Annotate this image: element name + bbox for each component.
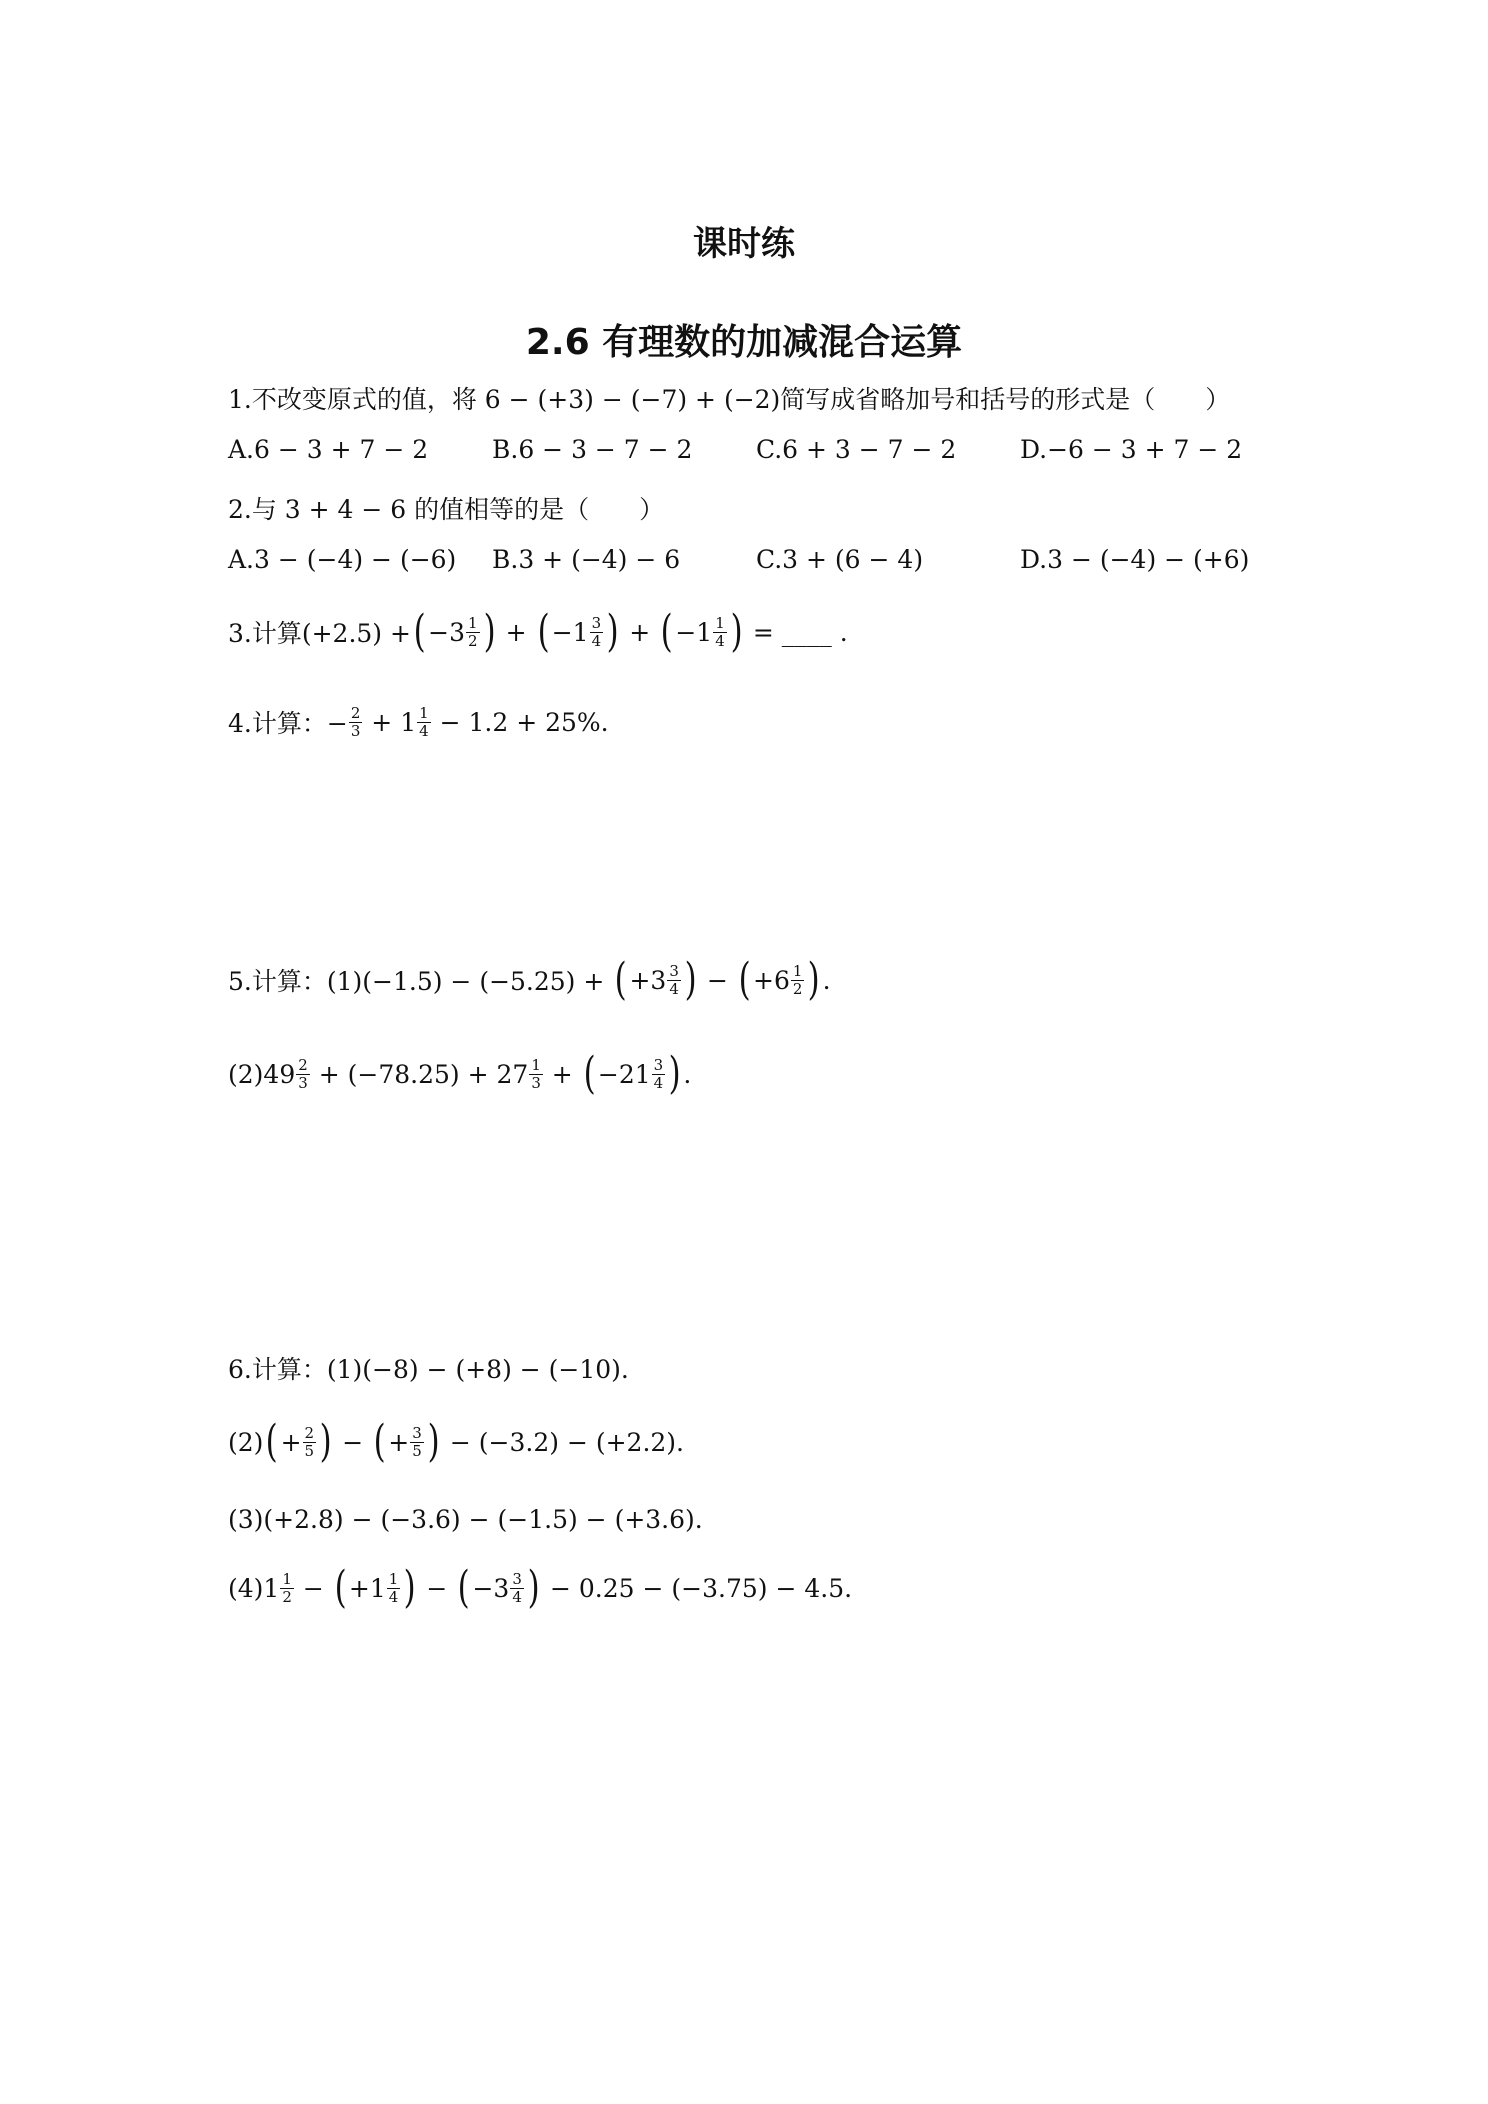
paren-close: ) — [319, 1416, 332, 1467]
q6-part4 — [228, 1562, 853, 1613]
paren-close: ) — [483, 606, 496, 657]
q5-p2-fraction-1 — [296, 1057, 310, 1092]
q6-part: − — [418, 1573, 456, 1603]
paren-open: ( — [583, 1048, 596, 1099]
denominator: 3 — [298, 1073, 308, 1092]
paren-close: ) — [684, 954, 697, 1005]
q3-part: −1 — [675, 617, 713, 647]
q6-part: − — [334, 1427, 372, 1457]
denominator: 2 — [792, 979, 803, 998]
paren-close: ) — [527, 1562, 540, 1613]
q6-part: −3 — [472, 1573, 510, 1603]
paren-close: ) — [808, 954, 821, 1005]
q3-part: + — [621, 617, 659, 647]
q5-part: +6 — [753, 965, 790, 995]
paren-open: ( — [413, 606, 426, 657]
q3-fraction-3 — [713, 615, 727, 650]
numerator: 1 — [388, 1569, 399, 1588]
q4-expression — [228, 704, 609, 740]
q6-part: − — [294, 1573, 332, 1603]
denominator: 2 — [468, 631, 478, 650]
q3-part: = ____ . — [744, 617, 848, 647]
numerator: 1 — [419, 703, 429, 722]
q6-p4-fraction-3 — [510, 1571, 524, 1606]
numerator: 3 — [591, 613, 602, 632]
q2-text: 2.与 3 + 4 − 6 的值相等的是（ ） — [228, 495, 665, 524]
q5-p2-fraction-3 — [652, 1057, 666, 1092]
paren-open: ( — [537, 606, 550, 657]
numerator: 1 — [792, 961, 803, 980]
q3-fraction-2 — [590, 615, 604, 650]
paren-close: ) — [668, 1048, 681, 1099]
q6-part: − 0.25 − (−3.75) − 4.5. — [542, 1573, 853, 1603]
q4-fraction-2 — [417, 705, 431, 740]
q5-fraction-1 — [667, 963, 681, 998]
q5-part: . — [683, 1059, 692, 1089]
q2-option-a: A.3 − (−4) − (−6) — [228, 545, 457, 574]
denominator: 3 — [531, 1073, 541, 1092]
q6-part2 — [228, 1416, 685, 1467]
paren-close: ) — [606, 606, 619, 657]
q3-expression — [228, 606, 848, 657]
numerator: 3 — [512, 1569, 522, 1588]
q3-part: 3.计算(+2.5) + — [228, 619, 411, 648]
q3-part: −1 — [551, 617, 589, 647]
q1-text: 1.不改变原式的值，将 6 − (+3) − (−7) + (−2)简写成省略加号和括号的形式是（ ） — [228, 385, 1231, 414]
paren-open: ( — [660, 606, 673, 657]
q4-part: − 1.2 + 25%. — [431, 707, 609, 737]
q6-part: (4)1 — [228, 1573, 280, 1603]
denominator: 3 — [350, 721, 361, 740]
q6-part1: 6.计算：(1)(−8) − (+8) − (−10). — [228, 1355, 629, 1384]
q5-part: 5.计算：(1)(−1.5) − (−5.25) + — [228, 967, 613, 996]
numerator: 2 — [350, 703, 361, 722]
paren-open: ( — [738, 954, 751, 1005]
paren-open: ( — [457, 1562, 470, 1613]
q5-part: + — [543, 1059, 581, 1089]
numerator: 2 — [304, 1423, 315, 1442]
q5-part: (2)49 — [228, 1059, 296, 1089]
q2-option-d: D.3 − (−4) − (+6) — [1020, 545, 1250, 574]
q5-fraction-2 — [791, 963, 805, 998]
q1-option-d: D.−6 − 3 + 7 − 2 — [1020, 435, 1243, 464]
q5-part: +3 — [629, 965, 667, 995]
numerator: 1 — [531, 1055, 541, 1074]
q4-fraction-1 — [349, 705, 363, 740]
q6-part: +1 — [348, 1573, 386, 1603]
paren-close: ) — [403, 1562, 416, 1613]
paren-close: ) — [427, 1416, 440, 1467]
doc-subtitle: 2.6 有理数的加减混合运算 — [525, 322, 963, 363]
q6-part: (2) — [228, 1427, 264, 1457]
q2-option-b: B.3 + (−4) − 6 — [492, 545, 681, 574]
q3-fraction-1 — [466, 615, 480, 650]
denominator: 4 — [669, 979, 679, 998]
q5-part: − — [699, 965, 736, 995]
q5-p2-fraction-2 — [529, 1057, 543, 1092]
numerator: 3 — [412, 1423, 422, 1442]
q1-option-b: B.6 − 3 − 7 − 2 — [492, 435, 693, 464]
q1-option-c: C.6 + 3 − 7 − 2 — [756, 435, 957, 464]
denominator: 4 — [653, 1073, 664, 1092]
denominator: 4 — [419, 721, 429, 740]
q6-part: − (−3.2) − (+2.2). — [441, 1427, 685, 1457]
denominator: 4 — [388, 1587, 399, 1606]
q6-p4-fraction-2 — [387, 1571, 401, 1606]
q2-option-c: C.3 + (6 − 4) — [756, 545, 924, 574]
q6-part3: (3)(+2.8) − (−3.6) − (−1.5) − (+3.6). — [228, 1505, 703, 1534]
doc-title: 课时练 — [693, 224, 795, 264]
denominator: 4 — [591, 631, 602, 650]
q4-part: 4.计算：− — [228, 709, 348, 738]
denominator: 2 — [282, 1587, 292, 1606]
q5-part2 — [228, 1048, 692, 1099]
denominator: 5 — [304, 1441, 315, 1460]
numerator: 1 — [282, 1569, 292, 1588]
denominator: 4 — [512, 1587, 522, 1606]
q6-part: + — [280, 1427, 302, 1457]
q5-part1 — [228, 954, 831, 1005]
paren-open: ( — [614, 954, 627, 1005]
paren-open: ( — [265, 1416, 279, 1467]
q6-p2-fraction-1 — [303, 1425, 317, 1460]
numerator: 3 — [669, 961, 679, 980]
q5-part: . — [822, 965, 831, 995]
denominator: 5 — [412, 1441, 422, 1460]
paren-close: ) — [730, 606, 743, 657]
q6-part: + — [388, 1427, 410, 1457]
denominator: 4 — [715, 631, 725, 650]
q6-p2-fraction-2 — [410, 1425, 424, 1460]
numerator: 1 — [468, 613, 478, 632]
paren-open: ( — [334, 1562, 347, 1613]
q3-part: + — [497, 617, 535, 647]
numerator: 1 — [715, 613, 725, 632]
q4-part: + 1 — [363, 707, 417, 737]
q5-part: −21 — [597, 1059, 651, 1089]
q3-part: −3 — [428, 617, 465, 647]
q1-option-a: A.6 − 3 + 7 − 2 — [228, 435, 429, 464]
numerator: 2 — [298, 1055, 308, 1074]
q6-p4-fraction-1 — [280, 1571, 294, 1606]
paren-open: ( — [373, 1416, 386, 1467]
q5-part: + (−78.25) + 27 — [310, 1059, 529, 1089]
numerator: 3 — [653, 1055, 664, 1074]
